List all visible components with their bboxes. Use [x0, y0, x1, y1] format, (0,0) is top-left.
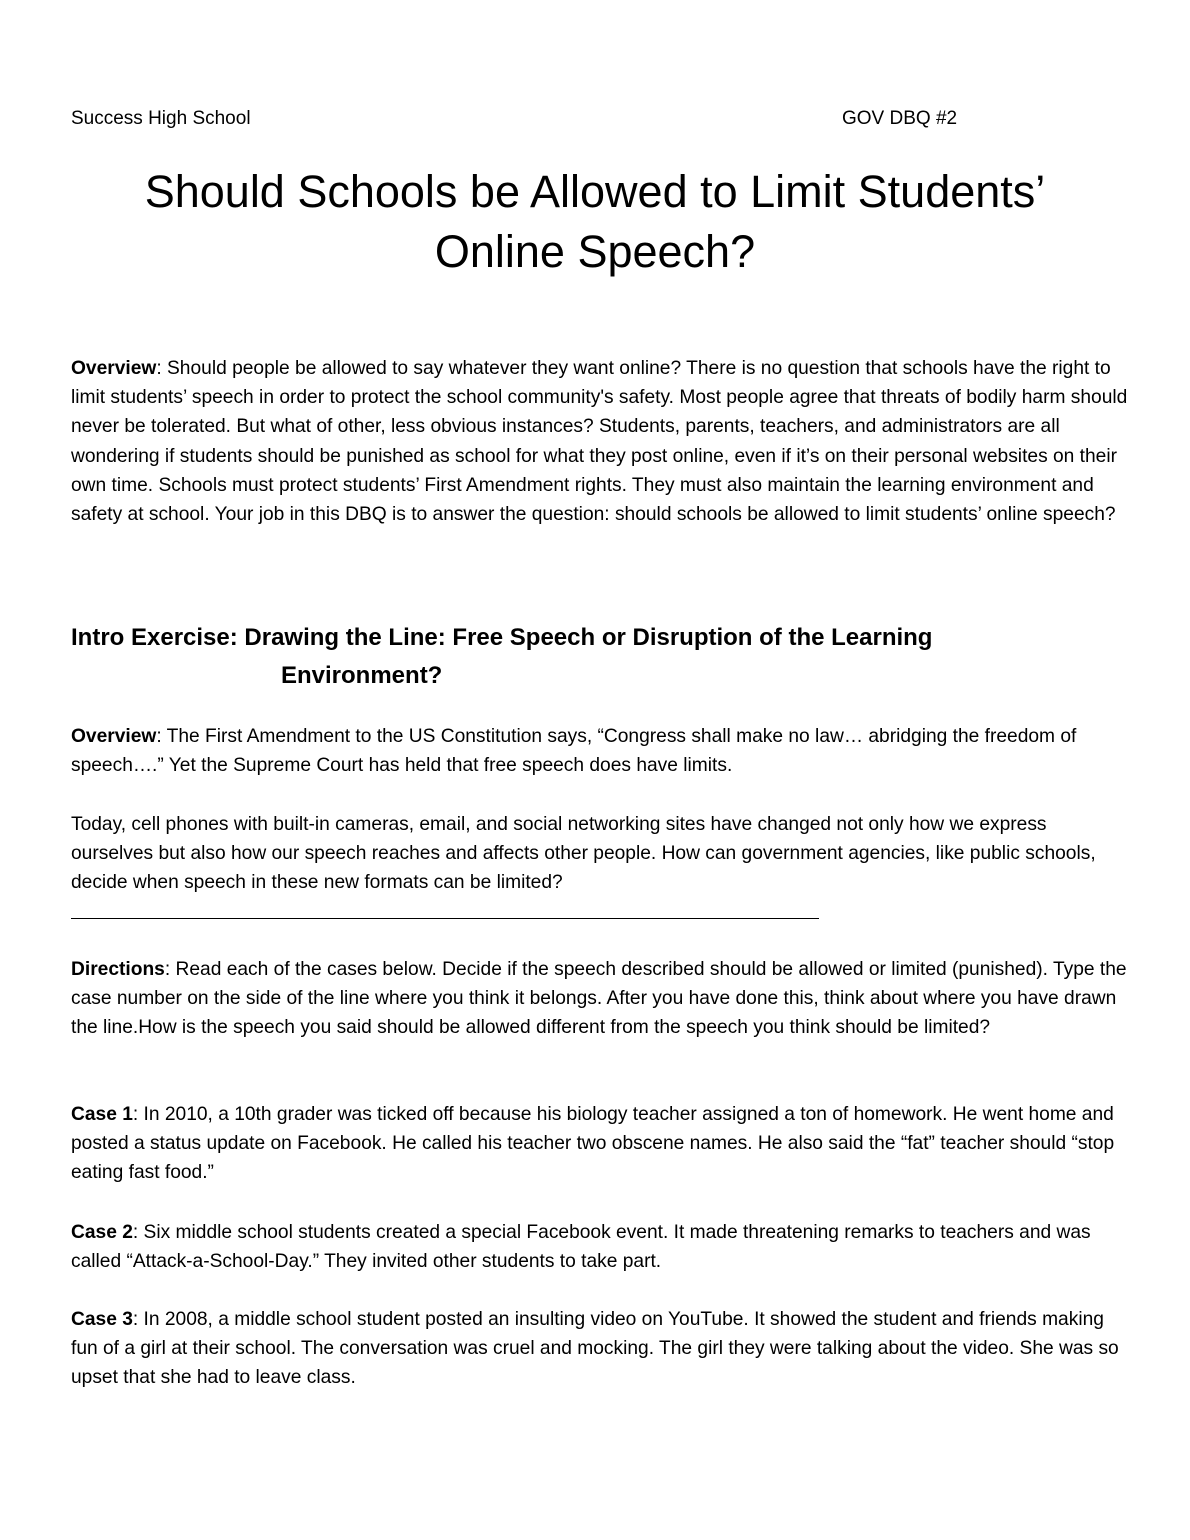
- case-2-paragraph: [71, 1218, 1131, 1276]
- intro-exercise-heading: [71, 619, 1131, 695]
- case-1-label: Case 1: [71, 1104, 133, 1125]
- case-1-paragraph: [71, 1100, 1131, 1188]
- case-1-text: : In 2010, a 10th grader was ticked off because his biology teacher assigned a ton of homework. He went home and posted a status update on Facebook. He called his teacher two obscene names. He also said the “fat” teacher should “stop eating fast food.”: [71, 1104, 1115, 1184]
- school-name: Success High School: [71, 108, 251, 129]
- overview-label: Overview: [71, 358, 157, 379]
- horizontal-rule: [71, 918, 819, 919]
- title-line-1: Should Schools be Allowed to Limit Students’: [144, 166, 1046, 217]
- case-2-label: Case 2: [71, 1222, 133, 1243]
- intro-overview-label: Overview: [71, 726, 157, 747]
- overview-text: : Should people be allowed to say whatever they want online? There is no question that schools have the right to limit students’ speech in order to protect the school community's safety. Most people agree that threats of bodily harm should never be tolerated. But what of other, less obvious instances? Students, parents, teachers, and administrators are all wondering if students should be punished as school for what they post online, even if it’s on their personal websites on their own time. Schools must protect students’ First Amendment rights. They must also maintain the learning environment and safety at school. Your job in this DBQ is to answer the question: should schools be allowed to limit students’ online speech?: [71, 358, 1128, 526]
- intro-overview-text: : The First Amendment to the US Constitution says, “Congress shall make no law… abridging the freedom of speech….” Yet the Supreme Court has held that free speech does have limits.: [71, 726, 1077, 777]
- intro-heading-line-1: Intro Exercise: Drawing the Line: Free Speech or Disruption of the Learning: [71, 624, 933, 651]
- directions-paragraph: [71, 955, 1131, 1043]
- directions-label: Directions: [71, 959, 165, 980]
- page-title: [60, 162, 1130, 282]
- title-line-2: Online Speech?: [434, 226, 756, 277]
- case-3-label: Case 3: [71, 1309, 133, 1330]
- case-3-text: : In 2008, a middle school student posted an insulting video on YouTube. It showed the student and friends making fun of a girl at their school. The conversation was cruel and mocking. The girl they were talking about the video. She was so upset that she had to leave class.: [71, 1309, 1119, 1389]
- directions-text: : Read each of the cases below. Decide if the speech described should be allowed or limited (punished). Type the case number on the side of the line where you think it belongs. After you have done this, think about where you have drawn the line.How is the speech you said should be allowed different from the speech you think should be limited?: [71, 959, 1127, 1039]
- case-3-paragraph: [71, 1305, 1131, 1393]
- case-2-text: : Six middle school students created a special Facebook event. It made threatening remarks to teachers and was called “Attack-a-School-Day.” They invited other students to take part.: [71, 1222, 1091, 1273]
- document-id: GOV DBQ #2: [842, 108, 958, 129]
- overview-paragraph: [71, 354, 1131, 529]
- intro-heading-line-2: Environment?: [281, 662, 443, 689]
- context-paragraph: Today, cell phones with built-in cameras, email, and social networking sites have changed not only how we express ourselves but also how our speech reaches and affects other people. How can government agencies, like public schools, decide when speech in these new formats can be limited?: [71, 814, 1096, 894]
- intro-overview-paragraph: [71, 722, 1131, 780]
